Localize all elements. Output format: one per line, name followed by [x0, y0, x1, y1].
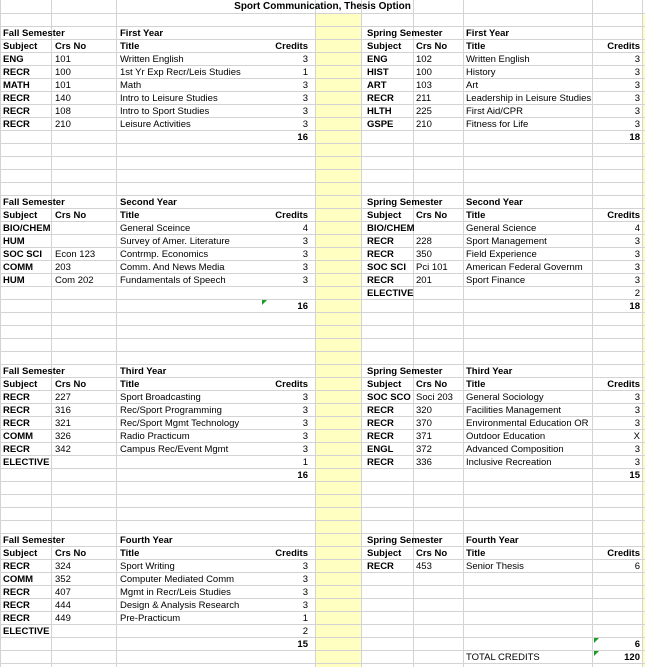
course-subject[interactable]: GSPE: [367, 119, 394, 130]
course-number[interactable]: [416, 574, 472, 586]
header-title: Title: [466, 548, 486, 559]
course-credits[interactable]: 3: [634, 418, 640, 429]
course-subject[interactable]: RECR: [367, 418, 394, 429]
course-subject[interactable]: RECR: [367, 561, 394, 572]
course-title[interactable]: Written English: [466, 54, 530, 65]
semester-total-credits[interactable]: 16: [297, 301, 308, 312]
course-number[interactable]: 453: [416, 561, 432, 572]
course-title[interactable]: Radio Practicum: [120, 431, 190, 442]
course-title[interactable]: Written English: [120, 54, 184, 65]
course-subject[interactable]: MATH: [3, 80, 30, 91]
course-credits[interactable]: 3: [302, 93, 308, 104]
semester-total-credits[interactable]: 6: [634, 639, 640, 650]
course-title[interactable]: General Sceince: [120, 223, 191, 234]
course-number[interactable]: [55, 626, 111, 638]
course-title[interactable]: Outdoor Education: [466, 431, 546, 442]
course-title[interactable]: Fitness for Life: [466, 119, 529, 130]
course-title[interactable]: Sport Management: [466, 236, 547, 247]
header-title: Title: [466, 210, 486, 221]
course-number[interactable]: 228: [416, 236, 432, 247]
course-number[interactable]: 370: [416, 418, 432, 429]
course-subject[interactable]: RECR: [3, 93, 30, 104]
course-subject[interactable]: COMM: [3, 574, 34, 585]
course-number[interactable]: 140: [55, 93, 71, 104]
row-divider: [0, 156, 645, 157]
course-subject[interactable]: ART: [367, 80, 387, 91]
header-credits: Credits: [275, 379, 308, 390]
course-subject[interactable]: RECR: [3, 67, 30, 78]
course-title[interactable]: [466, 288, 606, 300]
semester-label: Spring Semester: [367, 28, 443, 39]
row-divider: [0, 182, 645, 183]
course-title[interactable]: [466, 613, 606, 625]
course-subject[interactable]: RECR: [3, 106, 30, 117]
comment-marker-icon[interactable]: [594, 651, 599, 656]
course-number[interactable]: [55, 236, 111, 248]
course-title[interactable]: 1st Yr Exp Recr/Leis Studies: [120, 67, 241, 78]
comment-marker-icon[interactable]: [262, 300, 267, 305]
header-subject: Subject: [367, 548, 402, 559]
course-number[interactable]: [416, 613, 472, 625]
course-subject[interactable]: RECR: [3, 587, 30, 598]
header-credits: Credits: [607, 41, 640, 52]
header-subject: Subject: [367, 41, 402, 52]
course-title[interactable]: Survey of Amer. Literature: [120, 236, 230, 247]
total-credits-value[interactable]: 120: [624, 652, 640, 663]
semester-label: Fall Semester: [3, 28, 65, 39]
course-number[interactable]: [55, 457, 111, 469]
course-subject[interactable]: RECR: [3, 613, 30, 624]
course-credits[interactable]: 3: [634, 392, 640, 403]
row-divider: [0, 169, 645, 170]
course-subject[interactable]: BIO/CHEM: [3, 223, 51, 234]
course-number[interactable]: 227: [55, 392, 71, 403]
course-title[interactable]: Design & Analysis Research: [120, 600, 240, 611]
course-subject[interactable]: SOC SCI: [3, 249, 43, 260]
course-credits[interactable]: 1: [302, 457, 308, 468]
year-label: Fourth Year: [466, 535, 519, 546]
course-number[interactable]: 100: [416, 67, 432, 78]
row-divider: [0, 481, 645, 482]
course-title[interactable]: Rec/Sport Mgmt Technology: [120, 418, 240, 429]
semester-total-credits[interactable]: 18: [629, 132, 640, 143]
course-title[interactable]: Sport Finance: [466, 275, 526, 286]
course-number[interactable]: [55, 288, 111, 300]
course-subject[interactable]: RECR: [367, 275, 394, 286]
header-crs-no: Crs No: [416, 548, 448, 559]
course-credits[interactable]: 1: [302, 613, 308, 624]
semester-label: Spring Semester: [367, 197, 443, 208]
semester-label: Fall Semester: [3, 366, 65, 377]
course-number[interactable]: 336: [416, 457, 432, 468]
comment-marker-icon[interactable]: [594, 638, 599, 643]
course-credits[interactable]: [250, 288, 308, 300]
row-divider: [0, 364, 645, 365]
course-number[interactable]: [416, 223, 472, 235]
header-title: Title: [466, 41, 486, 52]
course-subject[interactable]: RECR: [3, 561, 30, 572]
semester-total-credits[interactable]: 18: [629, 301, 640, 312]
semester-total-credits[interactable]: 16: [297, 132, 308, 143]
course-credits[interactable]: 4: [634, 223, 640, 234]
course-credits[interactable]: [590, 600, 640, 612]
header-subject: Subject: [3, 210, 38, 221]
course-credits[interactable]: [590, 613, 640, 625]
header-credits: Credits: [275, 210, 308, 221]
header-subject: Subject: [3, 379, 38, 390]
course-subject[interactable]: [367, 574, 415, 586]
header-subject: Subject: [367, 379, 402, 390]
course-number[interactable]: 101: [55, 80, 71, 91]
year-label: Third Year: [120, 366, 167, 377]
year-label: Second Year: [120, 197, 177, 208]
course-title[interactable]: Pre-Practicum: [120, 613, 181, 624]
header-title: Title: [120, 210, 140, 221]
course-title[interactable]: Computer Mediated Comm: [120, 574, 235, 585]
row-divider: [0, 13, 645, 14]
column-divider: [51, 0, 52, 667]
course-subject[interactable]: SOC SCO: [367, 392, 411, 403]
course-title[interactable]: Contrmp. Economics: [120, 249, 209, 260]
course-number[interactable]: 320: [416, 405, 432, 416]
course-number[interactable]: 103: [416, 80, 432, 91]
header-crs-no: Crs No: [55, 210, 87, 221]
course-title[interactable]: [466, 587, 606, 599]
course-subject[interactable]: ELECTIVE: [367, 288, 414, 299]
row-divider: [0, 650, 645, 651]
course-number[interactable]: 101: [55, 54, 71, 65]
course-title[interactable]: [120, 626, 260, 638]
row-divider: [0, 325, 645, 326]
course-number[interactable]: [416, 600, 472, 612]
course-number[interactable]: 326: [55, 431, 71, 442]
course-subject[interactable]: RECR: [367, 236, 394, 247]
course-title[interactable]: Sport Writing: [120, 561, 175, 572]
course-number[interactable]: 372: [416, 444, 432, 455]
course-title[interactable]: Senior Thesis: [466, 561, 524, 572]
course-title[interactable]: Sport Broadcasting: [120, 392, 201, 403]
course-credits[interactable]: 3: [302, 54, 308, 65]
course-subject[interactable]: RECR: [3, 405, 30, 416]
course-title[interactable]: [120, 457, 260, 469]
course-credits[interactable]: 3: [634, 457, 640, 468]
course-credits[interactable]: X: [633, 431, 640, 442]
course-credits[interactable]: 3: [634, 67, 640, 78]
course-title[interactable]: Intro to Leisure Studies: [120, 93, 218, 104]
course-number[interactable]: 324: [55, 561, 71, 572]
course-title[interactable]: Mgmt in Recr/Leis Studies: [120, 587, 231, 598]
row-divider: [0, 26, 645, 27]
course-title[interactable]: Facilities Management: [466, 405, 562, 416]
course-number[interactable]: [55, 223, 111, 235]
course-number[interactable]: Pci 101: [416, 262, 448, 273]
course-credits[interactable]: 3: [634, 249, 640, 260]
header-subject: Subject: [3, 41, 38, 52]
semester-label: Spring Semester: [367, 535, 443, 546]
row-divider: [0, 507, 645, 508]
course-number[interactable]: 211: [416, 93, 432, 104]
semester-label: Spring Semester: [367, 366, 443, 377]
course-number[interactable]: [416, 587, 472, 599]
course-credits[interactable]: 3: [302, 80, 308, 91]
year-label: Fourth Year: [120, 535, 173, 546]
course-title[interactable]: Environmental Education OR: [466, 418, 589, 429]
course-credits[interactable]: 3: [634, 119, 640, 130]
course-subject[interactable]: [367, 626, 415, 638]
semester-total-credits[interactable]: 16: [297, 470, 308, 481]
course-number[interactable]: 352: [55, 574, 71, 585]
course-subject[interactable]: RECR: [3, 444, 30, 455]
course-credits[interactable]: 3: [634, 236, 640, 247]
course-subject[interactable]: COMM: [3, 431, 34, 442]
course-number[interactable]: 225: [416, 106, 432, 117]
course-subject[interactable]: COMM: [3, 262, 34, 273]
course-number[interactable]: 108: [55, 106, 71, 117]
course-subject[interactable]: RECR: [3, 119, 30, 130]
course-number[interactable]: [416, 288, 472, 300]
course-credits[interactable]: 3: [302, 561, 308, 572]
course-subject[interactable]: [367, 600, 415, 612]
course-subject[interactable]: BIO/CHEM: [367, 223, 415, 234]
course-title[interactable]: [466, 574, 606, 586]
course-credits[interactable]: 2: [634, 288, 640, 299]
course-credits[interactable]: 3: [302, 236, 308, 247]
course-credits[interactable]: 3: [302, 392, 308, 403]
course-title[interactable]: American Federal Governm: [466, 262, 583, 273]
course-credits[interactable]: [590, 626, 640, 638]
header-credits: Credits: [275, 548, 308, 559]
column-divider: [361, 0, 362, 667]
course-credits[interactable]: 3: [302, 418, 308, 429]
course-title[interactable]: Leadership in Leisure Studies: [466, 93, 592, 104]
course-title[interactable]: Comm. And News Media: [120, 262, 225, 273]
course-title[interactable]: Math: [120, 80, 142, 91]
course-number[interactable]: 444: [55, 600, 71, 611]
course-credits[interactable]: 3: [302, 587, 308, 598]
course-credits[interactable]: 3: [302, 275, 308, 286]
course-subject[interactable]: RECR: [3, 600, 30, 611]
course-subject[interactable]: ELECTIVE: [3, 457, 50, 468]
course-subject[interactable]: HIST: [367, 67, 389, 78]
course-subject[interactable]: [367, 613, 415, 625]
course-subject[interactable]: RECR: [367, 457, 394, 468]
course-number[interactable]: 371: [416, 431, 432, 442]
header-credits: Credits: [275, 41, 308, 52]
header-crs-no: Crs No: [55, 41, 87, 52]
semester-label: Fall Semester: [3, 197, 65, 208]
course-title[interactable]: Inclusive Recreation: [466, 457, 552, 468]
header-crs-no: Crs No: [55, 379, 87, 390]
header-subject: Subject: [367, 210, 402, 221]
course-credits[interactable]: 1: [302, 67, 308, 78]
course-credits[interactable]: [590, 574, 640, 586]
course-subject[interactable]: [3, 288, 51, 300]
course-credits[interactable]: 3: [302, 119, 308, 130]
header-title: Title: [120, 41, 140, 52]
header-title: Title: [120, 548, 140, 559]
course-title[interactable]: Leisure Activities: [120, 119, 191, 130]
course-subject[interactable]: ENGL: [367, 444, 394, 455]
course-credits[interactable]: 3: [634, 405, 640, 416]
header-credits: Credits: [607, 210, 640, 221]
header-credits: Credits: [607, 548, 640, 559]
course-title[interactable]: First Aid/CPR: [466, 106, 524, 117]
course-subject[interactable]: RECR: [367, 249, 394, 260]
row-divider: [0, 351, 645, 352]
course-credits[interactable]: 4: [302, 223, 308, 234]
course-number[interactable]: 316: [55, 405, 71, 416]
header-crs-no: Crs No: [55, 548, 87, 559]
course-subject[interactable]: RECR: [367, 431, 394, 442]
course-number[interactable]: 102: [416, 54, 432, 65]
course-number[interactable]: 449: [55, 613, 71, 624]
course-subject[interactable]: HUM: [3, 275, 25, 286]
course-credits[interactable]: 3: [302, 106, 308, 117]
course-number[interactable]: Com 202: [55, 275, 94, 286]
course-credits[interactable]: 6: [634, 561, 640, 572]
course-number[interactable]: [416, 626, 472, 638]
course-title[interactable]: Intro to Sport Studies: [120, 106, 210, 117]
course-subject[interactable]: HLTH: [367, 106, 392, 117]
gutter-column: [315, 13, 361, 667]
course-number[interactable]: 407: [55, 587, 71, 598]
course-credits[interactable]: 3: [634, 80, 640, 91]
course-credits[interactable]: [590, 587, 640, 599]
course-number[interactable]: 210: [416, 119, 432, 130]
course-number[interactable]: 100: [55, 67, 71, 78]
course-subject[interactable]: SOC SCI: [367, 262, 407, 273]
course-title[interactable]: General Sociology: [466, 392, 544, 403]
course-number[interactable]: 321: [55, 418, 71, 429]
course-title[interactable]: Fundamentals of Speech: [120, 275, 226, 286]
course-credits[interactable]: 2: [302, 626, 308, 637]
course-credits[interactable]: 3: [302, 431, 308, 442]
row-divider: [0, 520, 645, 521]
course-title[interactable]: Rec/Sport Programming: [120, 405, 222, 416]
header-title: Title: [120, 379, 140, 390]
course-title[interactable]: History: [466, 67, 496, 78]
course-credits[interactable]: 3: [634, 262, 640, 273]
header-subject: Subject: [3, 548, 38, 559]
column-divider: [642, 0, 643, 667]
total-credits-label: TOTAL CREDITS: [466, 652, 540, 663]
course-credits[interactable]: 3: [634, 106, 640, 117]
course-subject[interactable]: ENG: [3, 54, 24, 65]
course-number[interactable]: 203: [55, 262, 71, 273]
row-divider: [0, 494, 645, 495]
course-number[interactable]: 350: [416, 249, 432, 260]
course-credits[interactable]: 3: [302, 574, 308, 585]
course-title[interactable]: Advanced Composition: [466, 444, 564, 455]
course-subject[interactable]: RECR: [3, 418, 30, 429]
row-divider: [0, 312, 645, 313]
course-title[interactable]: [466, 600, 606, 612]
semester-total-credits[interactable]: 15: [297, 639, 308, 650]
course-title[interactable]: Field Experience: [466, 249, 537, 260]
course-number[interactable]: Soci 203: [416, 392, 453, 403]
column-divider: [0, 0, 1, 667]
course-title[interactable]: [120, 288, 260, 300]
course-credits[interactable]: 3: [634, 444, 640, 455]
semester-total-credits[interactable]: 15: [629, 470, 640, 481]
header-credits: Credits: [607, 379, 640, 390]
course-credits[interactable]: 3: [634, 93, 640, 104]
course-credits[interactable]: 3: [302, 444, 308, 455]
course-title[interactable]: Campus Rec/Event Mgmt: [120, 444, 229, 455]
row-divider: [0, 533, 645, 534]
row-divider: [0, 143, 645, 144]
semester-label: Fall Semester: [3, 535, 65, 546]
course-title[interactable]: General Science: [466, 223, 537, 234]
course-number[interactable]: 210: [55, 119, 71, 130]
course-number[interactable]: 342: [55, 444, 71, 455]
course-title[interactable]: [466, 626, 606, 638]
header-title: Title: [466, 379, 486, 390]
course-subject[interactable]: [367, 587, 415, 599]
row-divider: [0, 195, 645, 196]
column-divider: [116, 0, 117, 667]
course-number[interactable]: 201: [416, 275, 432, 286]
course-number[interactable]: Econ 123: [55, 249, 96, 260]
course-credits[interactable]: 3: [302, 249, 308, 260]
year-label: First Year: [120, 28, 164, 39]
year-label: Second Year: [466, 197, 523, 208]
course-credits[interactable]: 3: [634, 275, 640, 286]
course-title[interactable]: Art: [466, 80, 479, 91]
course-credits[interactable]: 3: [302, 600, 308, 611]
course-subject[interactable]: ENG: [367, 54, 388, 65]
column-divider: [315, 0, 316, 667]
header-crs-no: Crs No: [416, 379, 448, 390]
course-credits[interactable]: 3: [302, 262, 308, 273]
course-subject[interactable]: HUM: [3, 236, 25, 247]
course-subject[interactable]: ELECTIVE: [3, 626, 50, 637]
course-subject[interactable]: RECR: [367, 405, 394, 416]
course-credits[interactable]: 3: [302, 405, 308, 416]
course-subject[interactable]: RECR: [367, 93, 394, 104]
course-credits[interactable]: 3: [634, 54, 640, 65]
header-crs-no: Crs No: [416, 41, 448, 52]
year-label: First Year: [466, 28, 510, 39]
course-subject[interactable]: RECR: [3, 392, 30, 403]
sheet-title: Sport Communication, Thesis Option: [234, 1, 411, 12]
year-label: Third Year: [466, 366, 513, 377]
row-divider: [0, 338, 645, 339]
header-crs-no: Crs No: [416, 210, 448, 221]
